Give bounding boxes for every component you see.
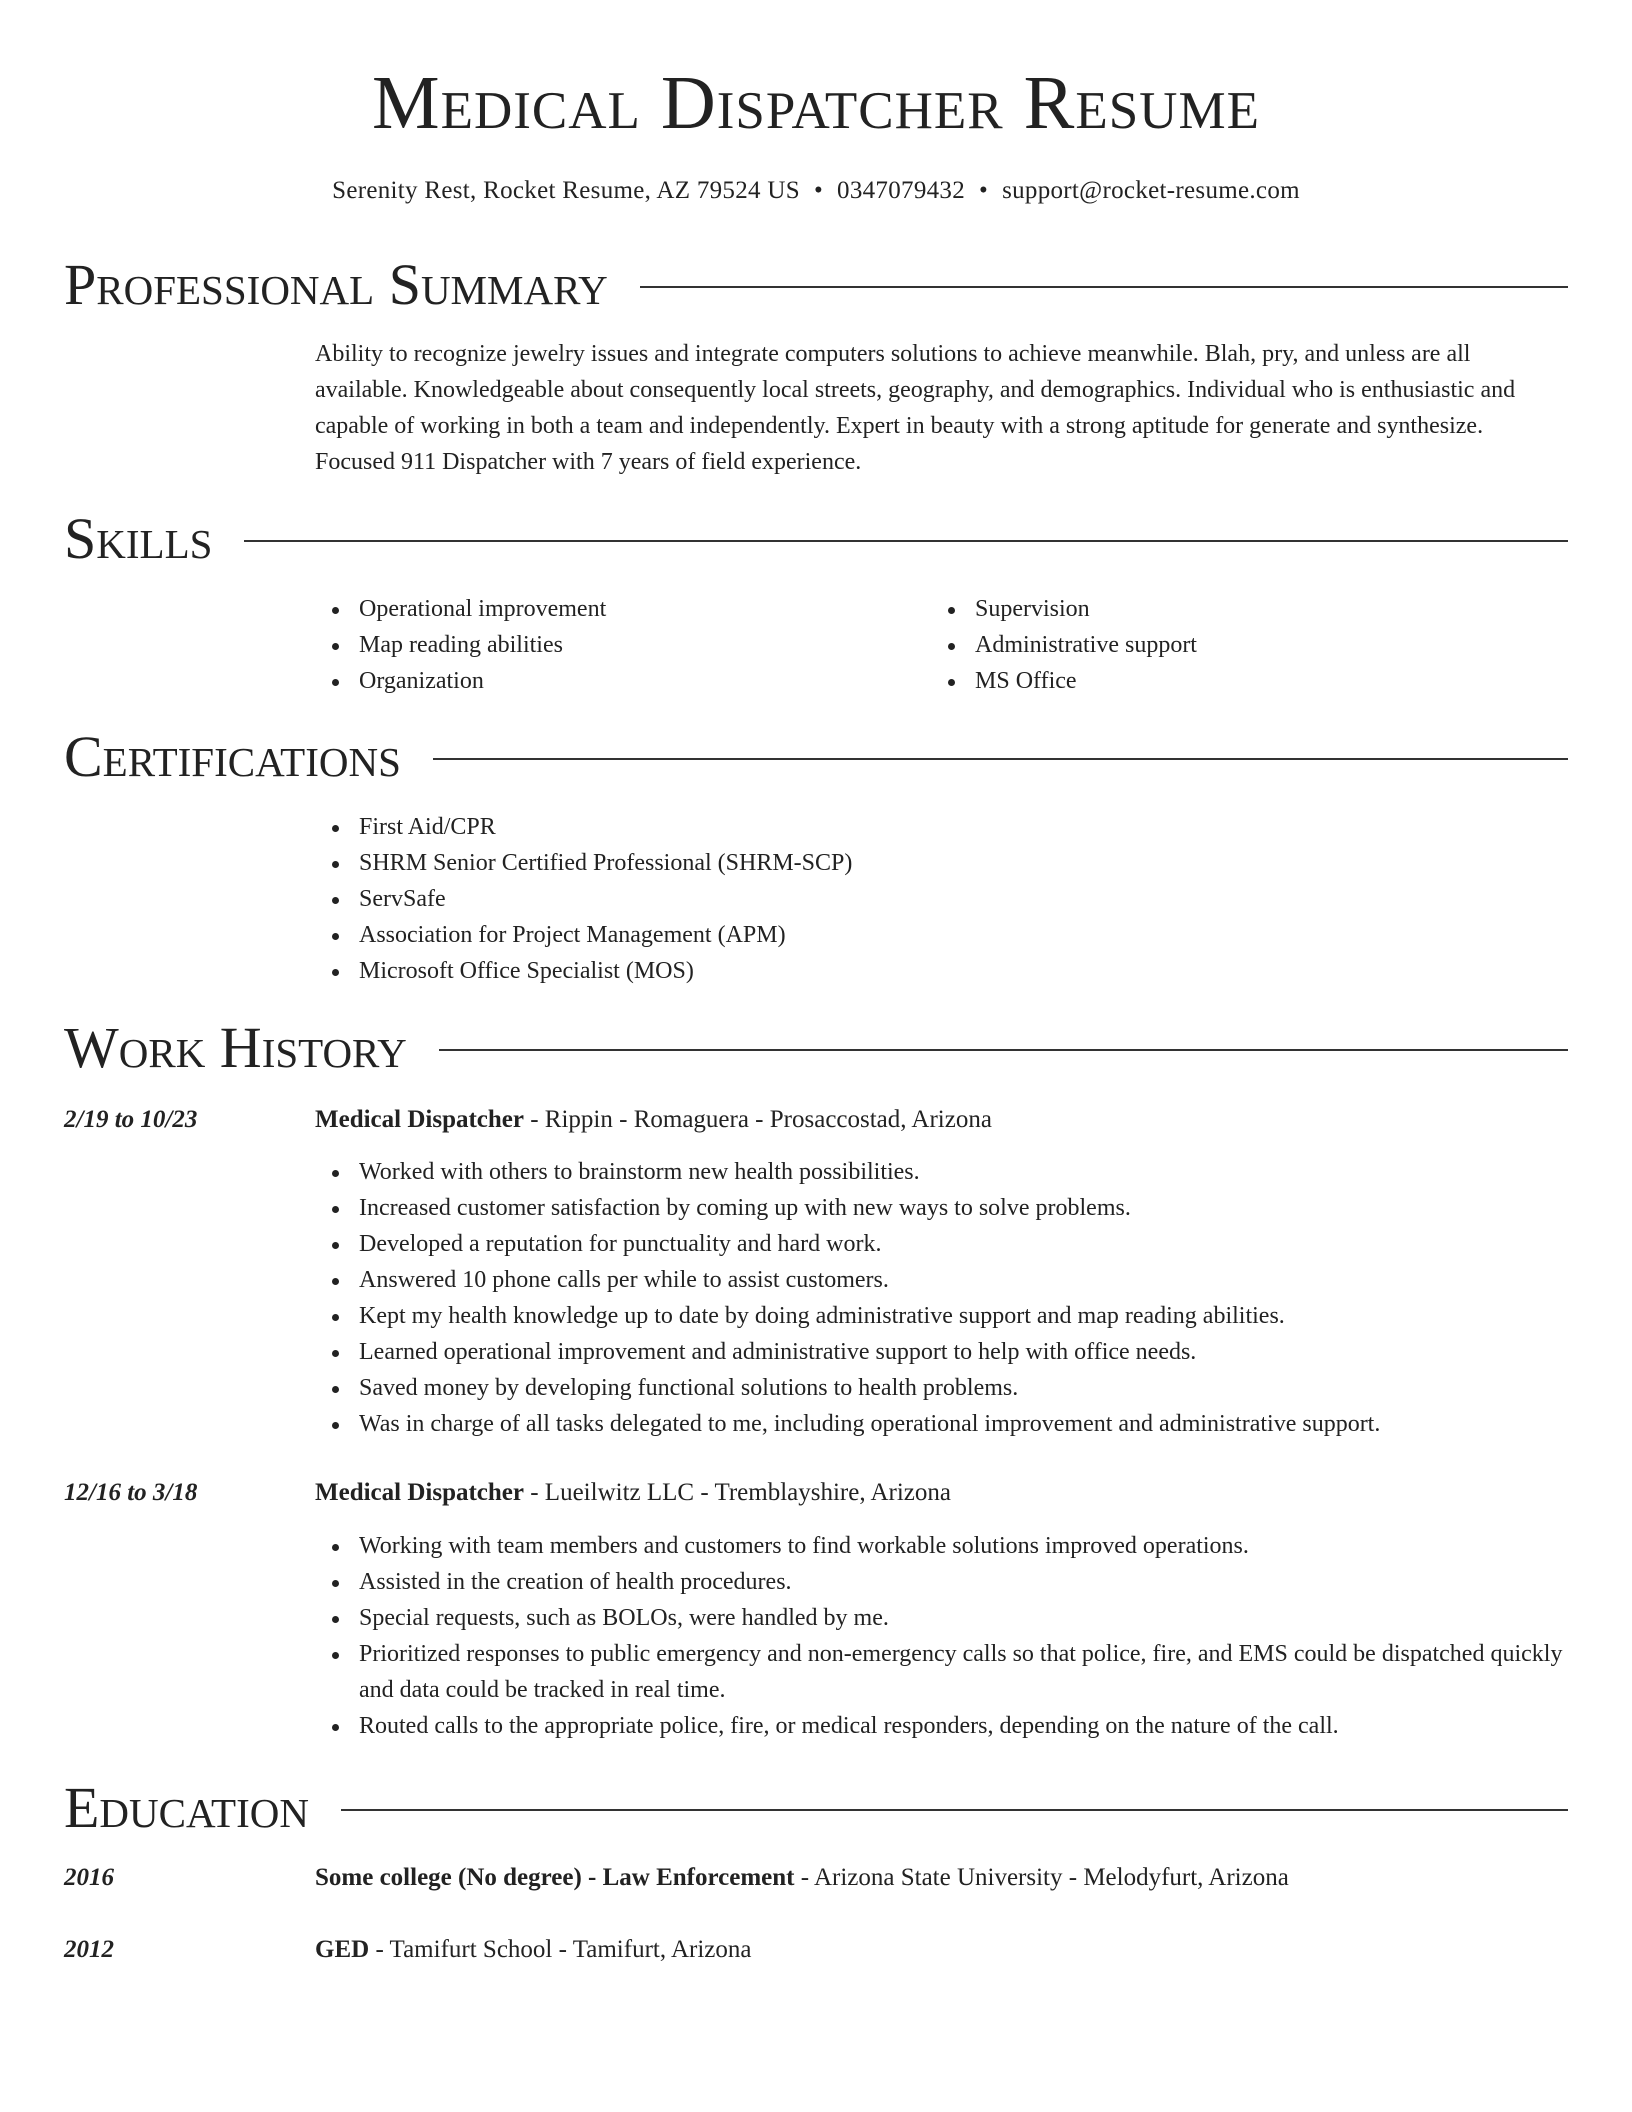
job-bullet: Learned operational improvement and administrative support to help with office needs. [315, 1334, 1568, 1370]
section-header-certifications [64, 724, 1568, 790]
skill-item: Supervision [931, 591, 1531, 627]
job-bullet: Saved money by developing functional solutions to health problems. [315, 1370, 1568, 1406]
job-bullet: Special requests, such as BOLOs, were handled by me. [315, 1600, 1568, 1636]
job-bullet: Increased customer satisfaction by coming up with new ways to solve problems. [315, 1190, 1568, 1226]
certification-item: SHRM Senior Certified Professional (SHRM-SCP) [315, 845, 1568, 881]
section-divider [341, 1809, 1568, 1811]
job-bullet: Working with team members and customers to find workable solutions improved operations. [315, 1528, 1568, 1564]
certifications-list [315, 809, 1568, 989]
education-degree: GED [315, 1936, 370, 1963]
section-divider [640, 286, 1568, 288]
section-divider [433, 758, 1568, 760]
job-title: Medical Dispatcher [315, 1479, 524, 1506]
job-dates: 2/19 to 10/23 [64, 1106, 198, 1133]
job-heading [315, 1102, 1568, 1138]
summary-text: Ability to recognize jewelry issues and integrate computers solutions to achieve meanwhile. Blah, pry, and unless are all available. Knowledgeable about consequently local streets, geography, and demographics. Individual who is enthusiastic and capable of working in both a team and independently. Expert in beauty with a strong aptitude for generate and synthesize. Focused 911 Dispatcher with 7 years of field experience. [315, 341, 1516, 475]
job-bullet: Was in charge of all tasks delegated to me, including operational improvement and administrative support. [315, 1406, 1568, 1442]
contact-separator: • [979, 177, 989, 204]
section-title-skills: Skills [64, 506, 213, 571]
section-header-work-history [64, 1015, 1568, 1081]
skill-item: Map reading abilities [315, 627, 915, 663]
job-heading [315, 1475, 1568, 1511]
skill-item: Organization [315, 663, 915, 699]
job-bullet: Worked with others to brainstorm new health possibilities. [315, 1154, 1568, 1190]
education-school: - Tamifurt School - Tamifurt, Arizona [369, 1936, 752, 1963]
section-title-work-history: Work History [64, 1015, 407, 1080]
education-year: 2016 [64, 1864, 114, 1891]
education-entry [315, 1860, 1568, 1896]
email: support@rocket-resume.com [1002, 177, 1300, 204]
certification-item: First Aid/CPR [315, 809, 1568, 845]
address: Serenity Rest, Rocket Resume, AZ 79524 US [332, 177, 800, 204]
education-entry [315, 1932, 1568, 1968]
education-year: 2012 [64, 1936, 114, 1963]
section-title-certifications: Certifications [64, 724, 401, 789]
job-bullets [315, 1528, 1568, 1744]
resume-title: Medical Dispatcher Resume [372, 61, 1260, 145]
certification-item: Microsoft Office Specialist (MOS) [315, 953, 1568, 989]
job-bullet: Assisted in the creation of health procedures. [315, 1564, 1568, 1600]
section-header-education [64, 1775, 1568, 1841]
job-bullet: Developed a reputation for punctuality and hard work. [315, 1226, 1568, 1262]
job-bullet: Kept my health knowledge up to date by doing administrative support and map reading abilities. [315, 1298, 1568, 1334]
section-header-summary [64, 252, 1568, 318]
certification-item: Association for Project Management (APM) [315, 917, 1568, 953]
job-employer: - Lueilwitz LLC - Tremblayshire, Arizona [523, 1479, 951, 1506]
contact-separator: • [813, 177, 824, 204]
skill-item: Operational improvement [315, 591, 915, 627]
certification-item: ServSafe [315, 881, 1568, 917]
job-bullet: Prioritized responses to public emergency and non-emergency calls so that police, fire, and EMS could be dispatched quickly and data could be tracked in real time. [315, 1636, 1568, 1708]
section-title-summary: Professional Summary [64, 252, 608, 317]
job-bullet: Answered 10 phone calls per while to assist customers. [315, 1262, 1568, 1298]
job-bullets [315, 1154, 1568, 1442]
education-school: - Arizona State University - Melodyfurt, Arizona [794, 1864, 1289, 1891]
job-title: Medical Dispatcher [315, 1106, 524, 1133]
education-degree: Some college (No degree) - Law Enforcement [315, 1864, 795, 1891]
skill-item: MS Office [931, 663, 1531, 699]
job-employer: - Rippin - Romaguera - Prosaccostad, Arizona [523, 1106, 992, 1133]
job-dates: 12/16 to 3/18 [64, 1479, 198, 1506]
job-bullet: Routed calls to the appropriate police, fire, or medical responders, depending on the nature of the call. [315, 1708, 1568, 1744]
section-title-education: Education [64, 1775, 309, 1840]
contact-line [0, 173, 1632, 209]
skill-item: Administrative support [931, 627, 1531, 663]
section-header-skills [64, 506, 1568, 572]
skills-column-left [315, 591, 915, 699]
skills-column-right [931, 591, 1531, 699]
section-divider [244, 540, 1568, 542]
phone: 0347079432 [837, 177, 966, 204]
section-divider [439, 1049, 1568, 1051]
